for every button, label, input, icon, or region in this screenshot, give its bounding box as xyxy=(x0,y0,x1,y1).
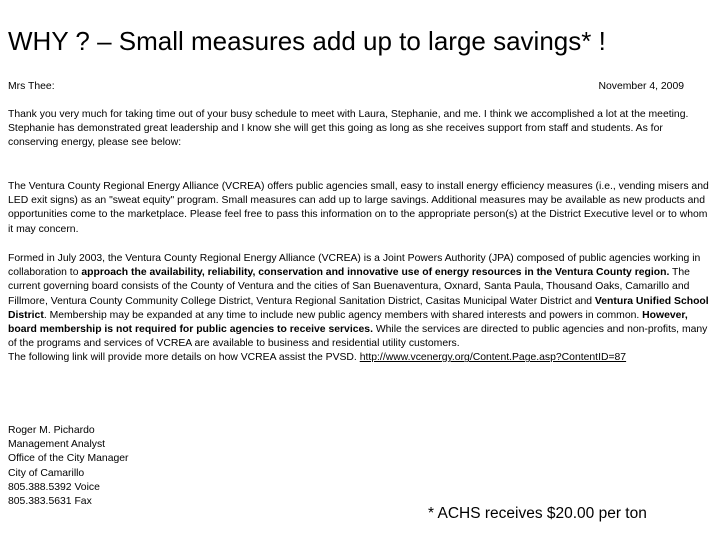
signature-name: Roger M. Pichardo xyxy=(8,425,95,436)
paragraph-bold-text: approach the availability, reliability, conservation and innovative use of energy resources in the Ventura County region. xyxy=(81,267,670,279)
signature-fax: 805.383.5631 Fax xyxy=(8,496,92,508)
paragraph-bold-text: However, board membership is not required for public agencies to receive services. xyxy=(8,309,688,336)
vcenergy-link[interactable]: http://www.vcenergy.org/Content.Page.asp?ContentID=87 xyxy=(359,352,627,364)
paragraph-text: Formed in July 2003, the Ventura County Regional Energy Alliance (VCREA) is a Joint Powers Authority (JPA) composed of public agencies working in collaboration to xyxy=(8,253,701,279)
salutation: Mrs Thee: xyxy=(8,81,55,92)
paragraph-thank-you: Thank you very much for taking time out of your busy schedule to meet with Laura, Stephanie, and me. I think we accomplished a lot at the meeting. Stephanie has demonstrated great leadership and I know she will get this going as long as she receives support from staff and students. As for conserving energy, please see below: xyxy=(8,109,689,149)
paragraph-text: The current governing board consists of the County of Ventura and the cities of San Buenaventura, Oxnard, Santa Paula, Thousand Oaks, Camarillo and Fillmore, Ventura County Community College District, Ventura Regional Sanitation District, Casitas Municipal Water District and xyxy=(8,267,690,307)
signature-city: City of Camarillo xyxy=(8,467,85,479)
signature-position: Management Analyst xyxy=(8,439,106,451)
signature-block xyxy=(8,424,129,509)
signature-phone: 805.388.5392 Voice xyxy=(8,481,100,493)
paragraph-vcrea-offer: The Ventura County Regional Energy Alliance (VCREA) offers public agencies small, easy to install energy efficiency measures (i.e., vending misers and LED exit signs) as an "sweat equity" program. Small measures can add up to large savings. Additional measures may be available as new products and opportunities come to the marketplace. Please feel free to pass this information on to the appropriate person(s) at the District Executive level or to whom it may concern. xyxy=(8,181,709,235)
signature-office: Office of the City Manager xyxy=(8,453,129,465)
slide-title: WHY ? – Small measures add up to large savings* ! xyxy=(8,26,606,56)
paragraph-bold-text: Ventura Unified School District xyxy=(8,295,709,321)
paragraph-vcrea-background xyxy=(8,252,710,366)
paragraph-text: While the services are directed to public agencies and non-profits, many of the programs and services of VCREA are available to business and residential utility customers. xyxy=(8,324,708,350)
letter-date: November 4, 2009 xyxy=(598,81,684,92)
footnote: * ACHS receives $20.00 per ton xyxy=(428,505,647,522)
paragraph-text: . Membership may be expanded at any time to include new public agency members with shared interests and powers in common. xyxy=(43,309,643,321)
link-intro: The following link will provide more details on how VCREA assist the PVSD. xyxy=(8,352,360,364)
